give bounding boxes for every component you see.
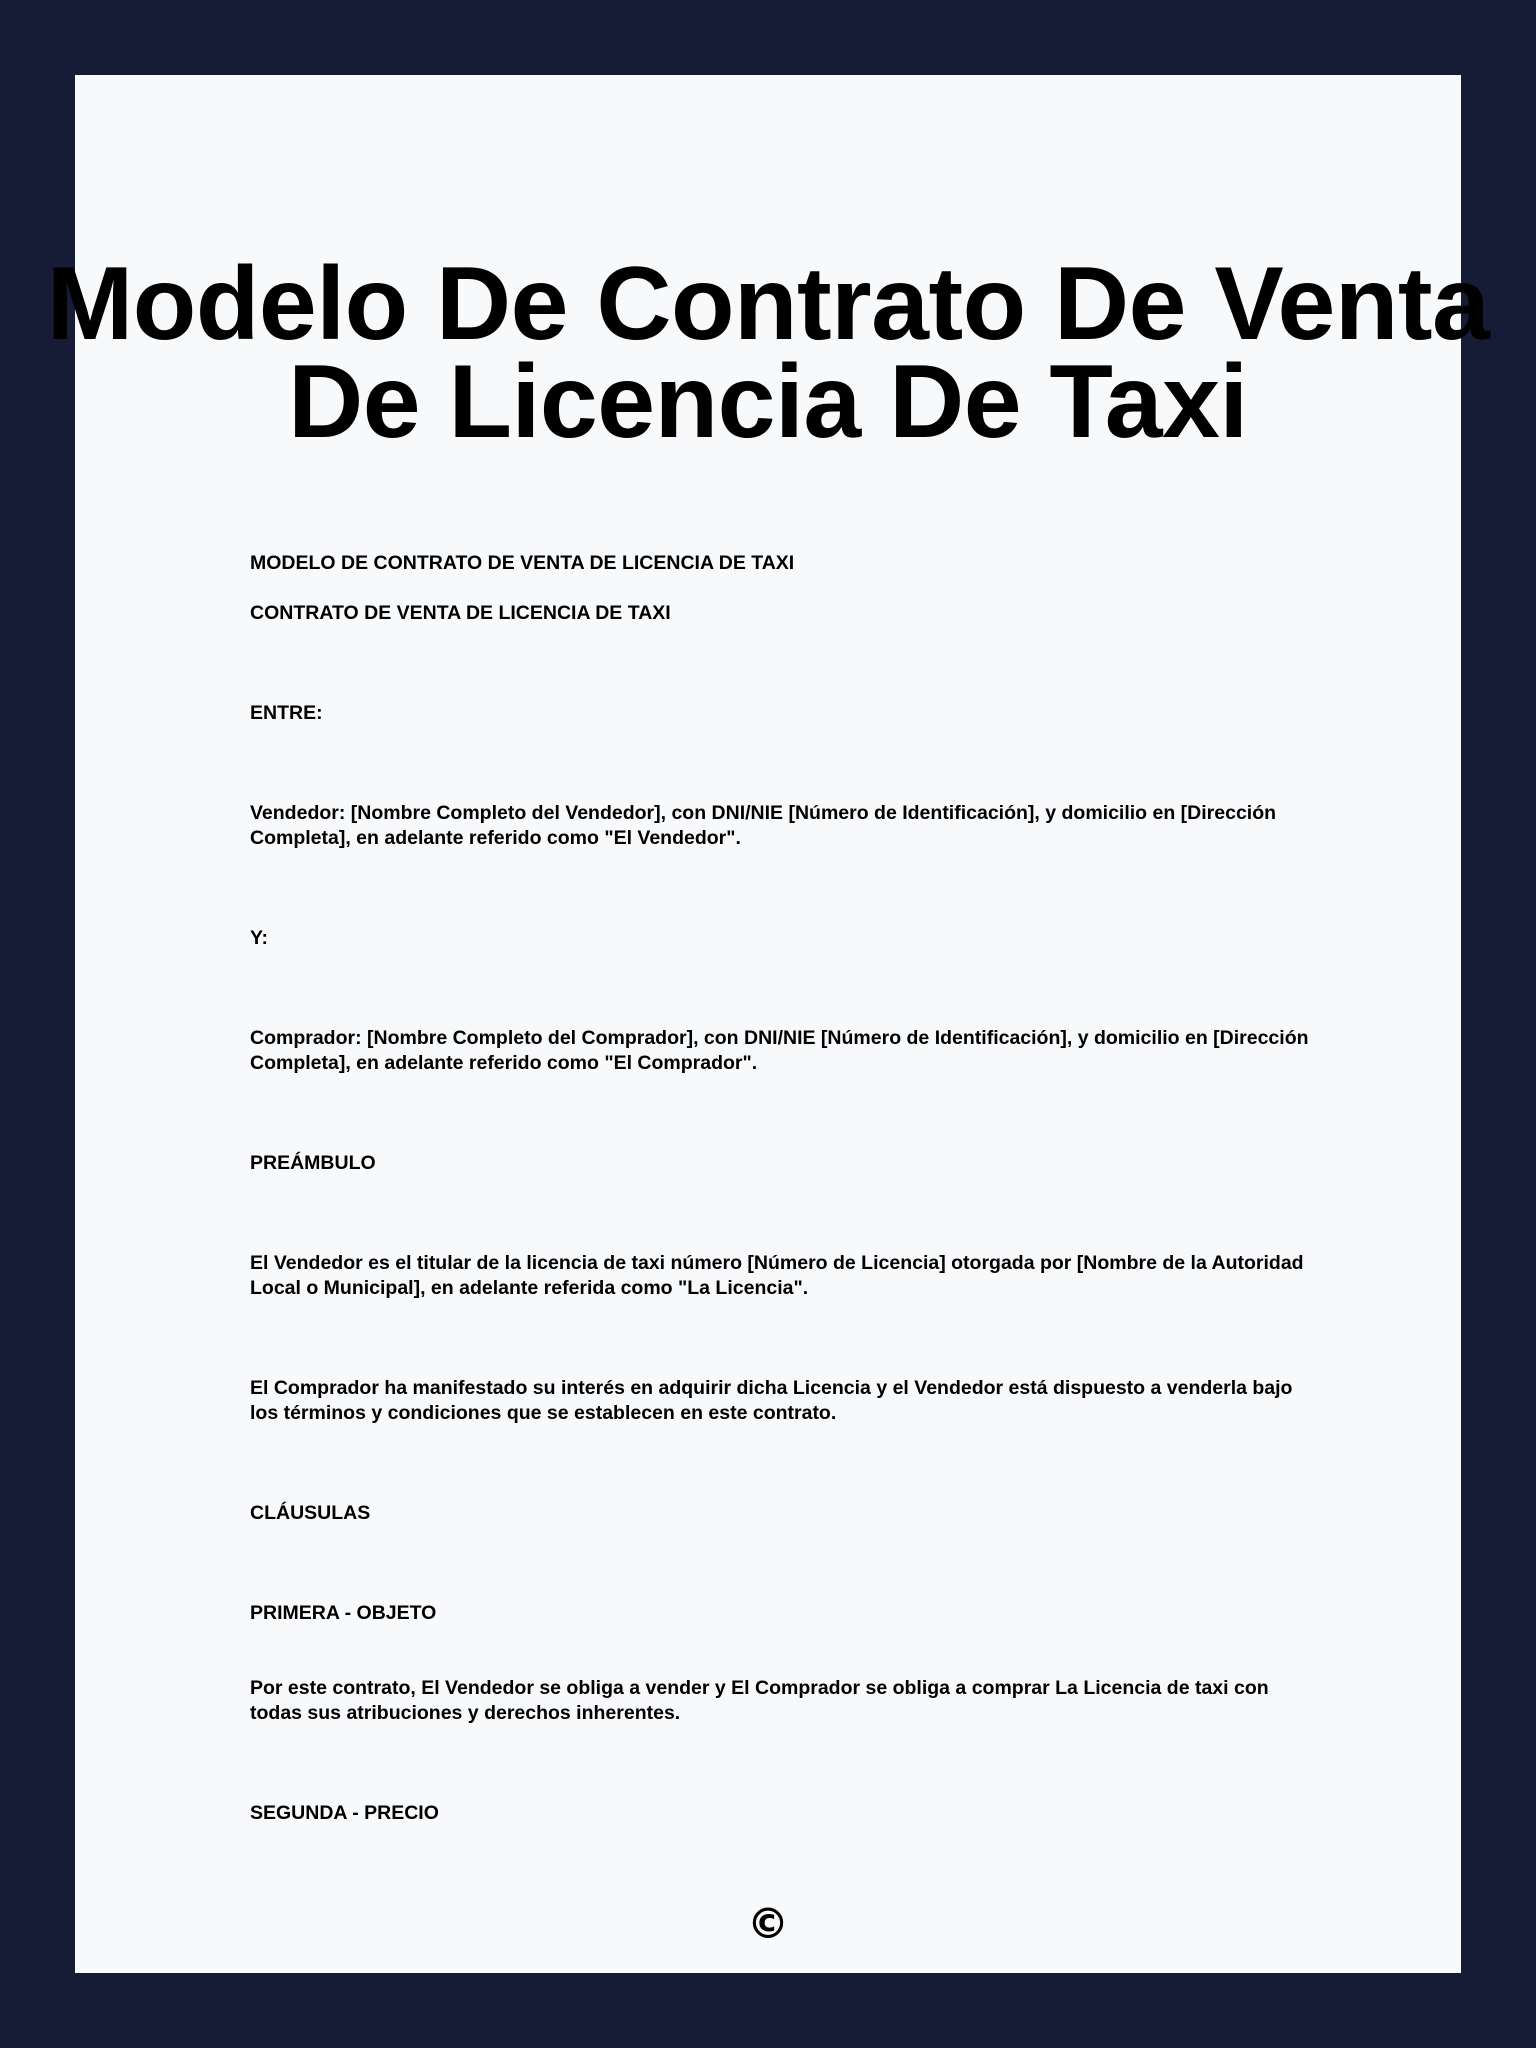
section-entre: ENTRE: [250,702,323,724]
clause-primera-heading: PRIMERA - OBJETO [250,1602,437,1624]
clause-segunda-heading: SEGUNDA - PRECIO [250,1802,439,1824]
document-heading: MODELO DE CONTRATO DE VENTA DE LICENCIA DE TAXI [250,552,795,574]
buyer-paragraph: Comprador: [Nombre Completo del Comprador], con DNI/NIE [Número de Identificación], y domicilio en [Dirección Completa], en adelante referido como "El Comprador". [250,1027,1309,1074]
section-preambulo: PREÁMBULO [250,1152,376,1174]
contract-heading: CONTRATO DE VENTA DE LICENCIA DE TAXI [250,602,671,624]
section-clausulas: CLÁUSULAS [250,1502,371,1524]
preamble-paragraph-1: El Vendedor es el titular de la licencia de taxi número [Número de Licencia] otorgada por [Nombre de la Autoridad Local o Municipal], en adelante referida como "La Licencia". [250,1252,1304,1299]
section-y: Y: [250,927,269,949]
document-page [46,75,1490,1973]
page-title: Modelo De Contrato De Venta De Licencia De Taxi [46,246,1490,460]
clause-primera-text: Por este contrato, El Vendedor se obliga a vender y El Comprador se obliga a comprar La Licencia de taxi con todas sus atribuciones y derechos inherentes. [250,1677,1269,1724]
seller-paragraph: Vendedor: [Nombre Completo del Vendedor], con DNI/NIE [Número de Identificación], y domicilio en [Dirección Completa], en adelante referido como "El Vendedor". [250,802,1277,849]
preamble-paragraph-2: El Comprador ha manifestado su interés en adquirir dicha Licencia y el Vendedor está dispuesto a venderla bajo los términos y condiciones que se establecen en este contrato. [250,1377,1293,1424]
copyright-icon: © [747,1899,789,1948]
